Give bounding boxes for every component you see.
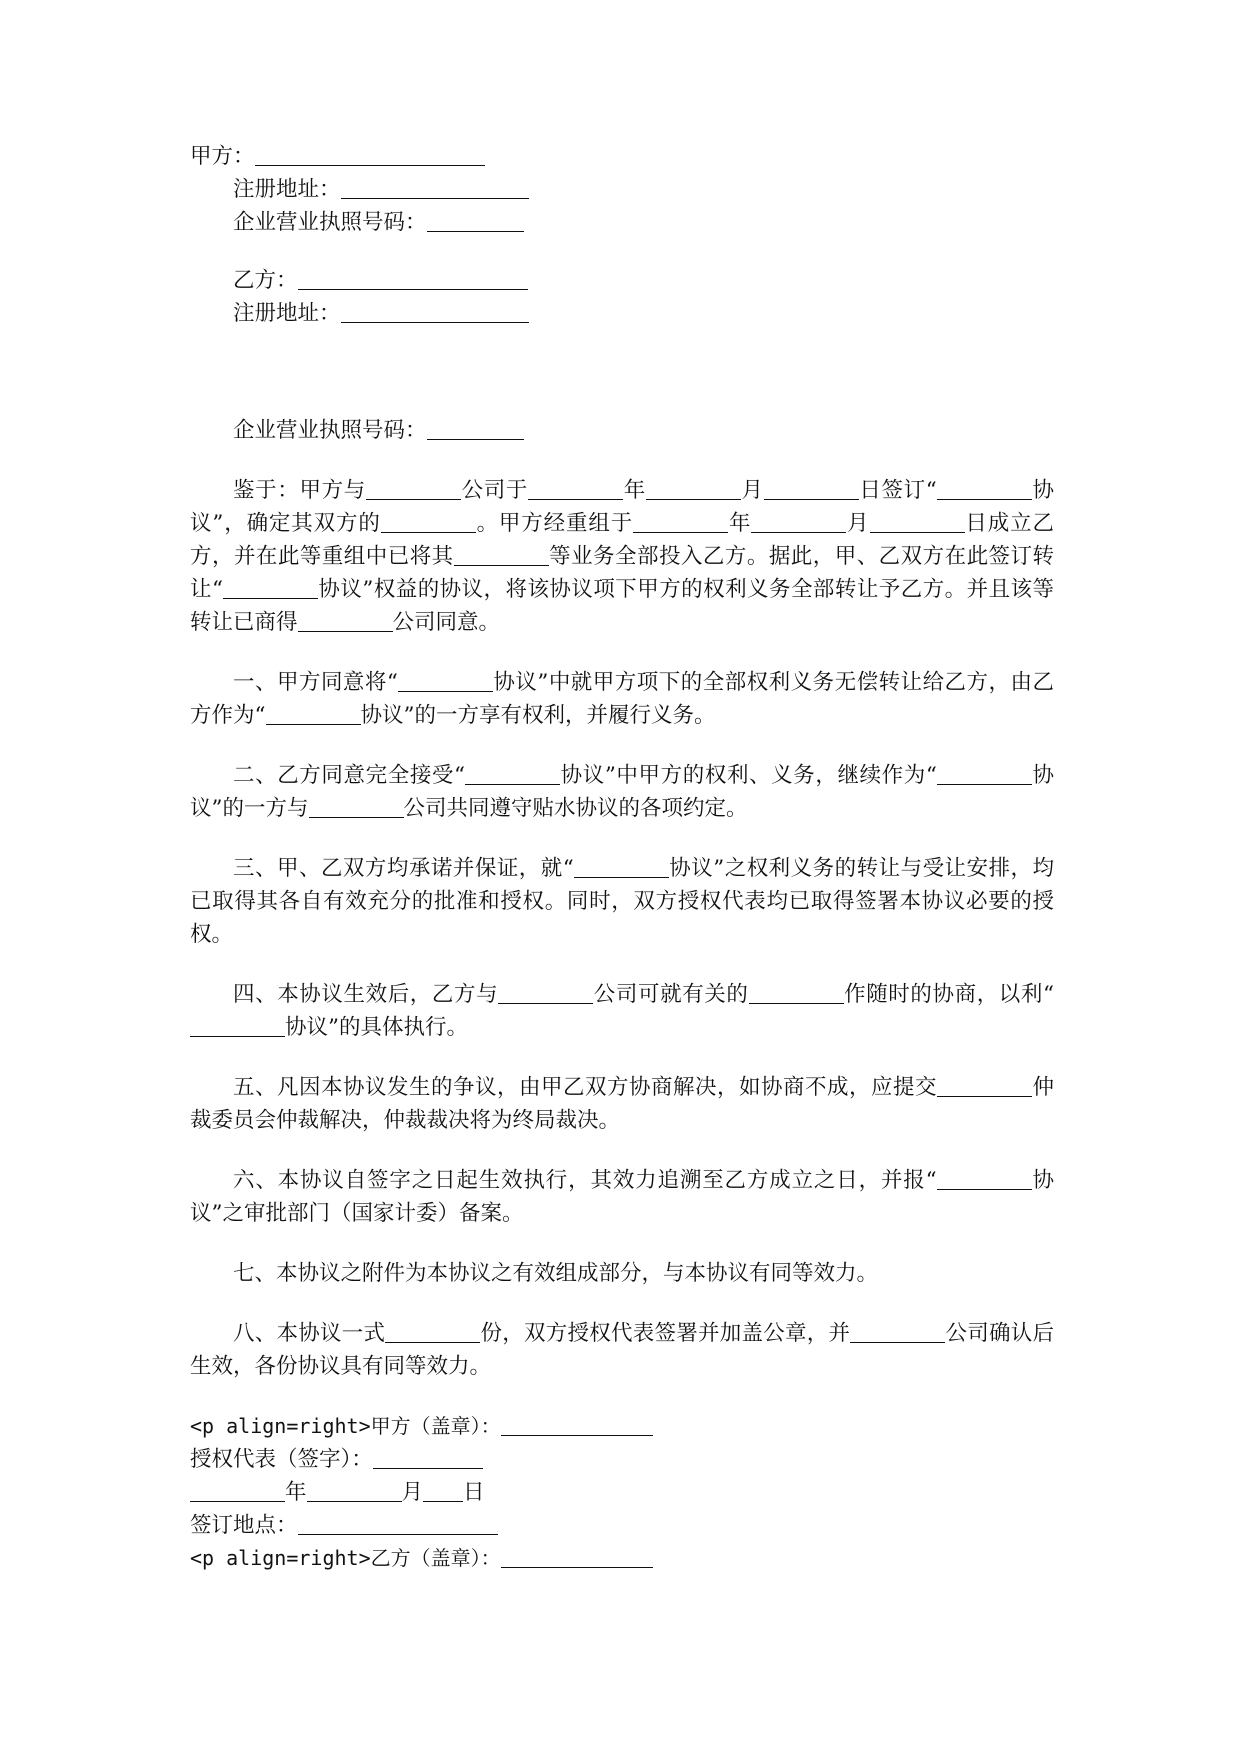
reg-address-label: 注册地址：	[233, 177, 341, 202]
fill-in-blank	[633, 510, 728, 533]
clause-2	[190, 759, 1054, 825]
text-segment: 协议”中就甲方项下的全部权利义务无偿转让给乙方，由乙方作为“	[190, 670, 1054, 728]
date-line	[190, 1476, 1054, 1509]
representative-blank	[373, 1446, 483, 1469]
fill-in-blank	[366, 477, 461, 500]
text-segment: 三、甲、乙双方均承诺并保证，就“	[233, 856, 574, 881]
text-segment: 协议”的一方与	[190, 763, 1054, 821]
text-segment: 协议”，确定其双方的	[190, 478, 1054, 536]
text-segment: 协议”的一方享有权利，并履行义务。	[360, 703, 716, 728]
fill-in-blank	[423, 1479, 463, 1502]
text-segment: 公司可就有关的	[593, 982, 749, 1007]
text-segment: 份，双方授权代表签署并加盖公章，并	[480, 1321, 851, 1346]
day-label: 日	[463, 1480, 485, 1505]
fill-in-blank	[937, 1167, 1032, 1190]
reg-address-blank	[341, 176, 529, 199]
text-segment: 公司同意。	[392, 610, 501, 635]
text-segment: 协议”的具体执行。	[285, 1015, 468, 1040]
fill-in-blank	[307, 1479, 402, 1502]
preamble-paragraph	[190, 474, 1054, 639]
fill-in-blank	[498, 981, 593, 1004]
text-segment: 公司确认后生效，各份协议具有同等效力。	[190, 1321, 1054, 1379]
party-b-seal-blank	[501, 1545, 653, 1568]
text-segment: 日成立乙方，并在此等重组中已将其	[190, 511, 1054, 569]
text-segment: 日签订“	[858, 478, 937, 503]
clause-3	[190, 852, 1054, 951]
representative-label: 授权代表（签字）：	[190, 1447, 373, 1472]
text-segment: 五、凡因本协议发生的争议，由甲乙双方协商解决，如协商不成，应提交	[233, 1075, 937, 1100]
fill-in-blank	[381, 510, 476, 533]
text-segment: 鉴于：甲方与	[233, 478, 366, 503]
party-a-line	[190, 140, 1054, 173]
reg-address-line	[190, 173, 1054, 206]
text-segment: 公司共同遵守贴水协议的各项约定。	[403, 796, 748, 821]
fill-in-blank	[309, 795, 404, 818]
text-segment: 年	[728, 511, 752, 536]
text-segment: 七、本协议之附件为本协议之有效组成部分，与本协议有同等效力。	[233, 1261, 879, 1286]
fill-in-blank	[937, 477, 1032, 500]
party-a-seal-line	[190, 1410, 1054, 1443]
party-a-seal-blank	[501, 1413, 653, 1436]
year-label: 年	[285, 1480, 307, 1505]
fill-in-blank	[870, 510, 965, 533]
clause-7	[190, 1257, 1054, 1290]
party-b-blank	[298, 267, 528, 290]
license-b-line	[190, 414, 1054, 447]
party-a-label: 甲方：	[190, 144, 255, 169]
reg-address-b-blank	[341, 300, 529, 323]
license-line	[190, 206, 1054, 239]
fill-in-blank	[749, 981, 844, 1004]
text-segment: 作随时的协商，以利“	[843, 982, 1054, 1007]
fill-in-blank	[528, 477, 623, 500]
text-segment: 等业务全部投入乙方。据此，甲、乙双方在此签订转让“	[190, 544, 1054, 602]
fill-in-blank	[850, 1320, 945, 1343]
representative-line	[190, 1443, 1054, 1476]
clause-5	[190, 1071, 1054, 1137]
fill-in-blank	[454, 543, 549, 566]
fill-in-blank	[266, 702, 361, 725]
fill-in-blank	[937, 762, 1032, 785]
text-segment: 协议”权益的协议，将该协议项下甲方的权利义务全部转让予乙方。并且该等转让已商得	[190, 577, 1054, 635]
text-segment: 协议”中甲方的权利、义务，继续作为“	[560, 763, 937, 788]
fill-in-blank	[298, 609, 393, 632]
text-segment: 月	[846, 511, 870, 536]
fill-in-blank	[190, 1014, 285, 1037]
fill-in-blank	[398, 669, 493, 692]
party-a-blank	[255, 143, 485, 166]
text-segment: 月	[740, 478, 764, 503]
party-b-seal-label: <p align=right>乙方（盖章）：	[190, 1546, 501, 1570]
license-b-blank	[427, 417, 524, 440]
clause-1	[190, 666, 1054, 732]
license-blank	[427, 209, 524, 232]
text-segment: 一、甲方同意将“	[233, 670, 398, 695]
text-segment: 六、本协议自签字之日起生效执行，其效力追溯至乙方成立之日，并报“	[233, 1168, 937, 1193]
text-segment: 年	[623, 478, 646, 503]
license-b-label: 企业营业执照号码：	[233, 418, 427, 443]
fill-in-blank	[385, 1320, 480, 1343]
clause-4	[190, 978, 1054, 1044]
fill-in-blank	[937, 1074, 1032, 1097]
text-segment: 公司于	[460, 478, 529, 503]
party-b-label: 乙方：	[233, 268, 298, 293]
fill-in-blank	[764, 477, 859, 500]
fill-in-blank	[574, 855, 669, 878]
text-segment: 仲裁委员会仲裁解决，仲裁裁决将为终局裁决。	[190, 1075, 1054, 1133]
month-label: 月	[401, 1480, 424, 1505]
clause-8	[190, 1317, 1054, 1383]
reg-address-b-label: 注册地址：	[233, 301, 341, 326]
text-segment: 协议”之权利义务的转让与受让安排，均已取得其各自有效充分的批准和授权。同时，双方授权代表均已取得签署本协议必要的授权。	[190, 856, 1055, 947]
clause-6	[190, 1164, 1054, 1230]
license-label: 企业营业执照号码：	[233, 210, 427, 235]
fill-in-blank	[751, 510, 846, 533]
place-blank	[298, 1512, 498, 1535]
fill-in-blank	[190, 1479, 285, 1502]
party-a-seal-label: <p align=right>甲方（盖章）：	[190, 1414, 501, 1438]
text-segment: 二、乙方同意完全接受“	[233, 763, 466, 788]
reg-address-b-line	[190, 297, 1054, 330]
text-segment: 八、本协议一式	[233, 1321, 386, 1346]
text-segment: 协议”之审批部门（国家计委）备案。	[190, 1168, 1054, 1226]
place-label: 签订地点：	[190, 1513, 298, 1538]
text-segment: 。甲方经重组于	[475, 511, 634, 536]
text-segment: 四、本协议生效后，乙方与	[233, 982, 499, 1007]
fill-in-blank	[646, 477, 741, 500]
party-b-seal-line	[190, 1542, 1054, 1575]
place-line	[190, 1509, 1054, 1542]
party-b-line	[190, 264, 1054, 297]
fill-in-blank	[465, 762, 560, 785]
fill-in-blank	[223, 576, 318, 599]
